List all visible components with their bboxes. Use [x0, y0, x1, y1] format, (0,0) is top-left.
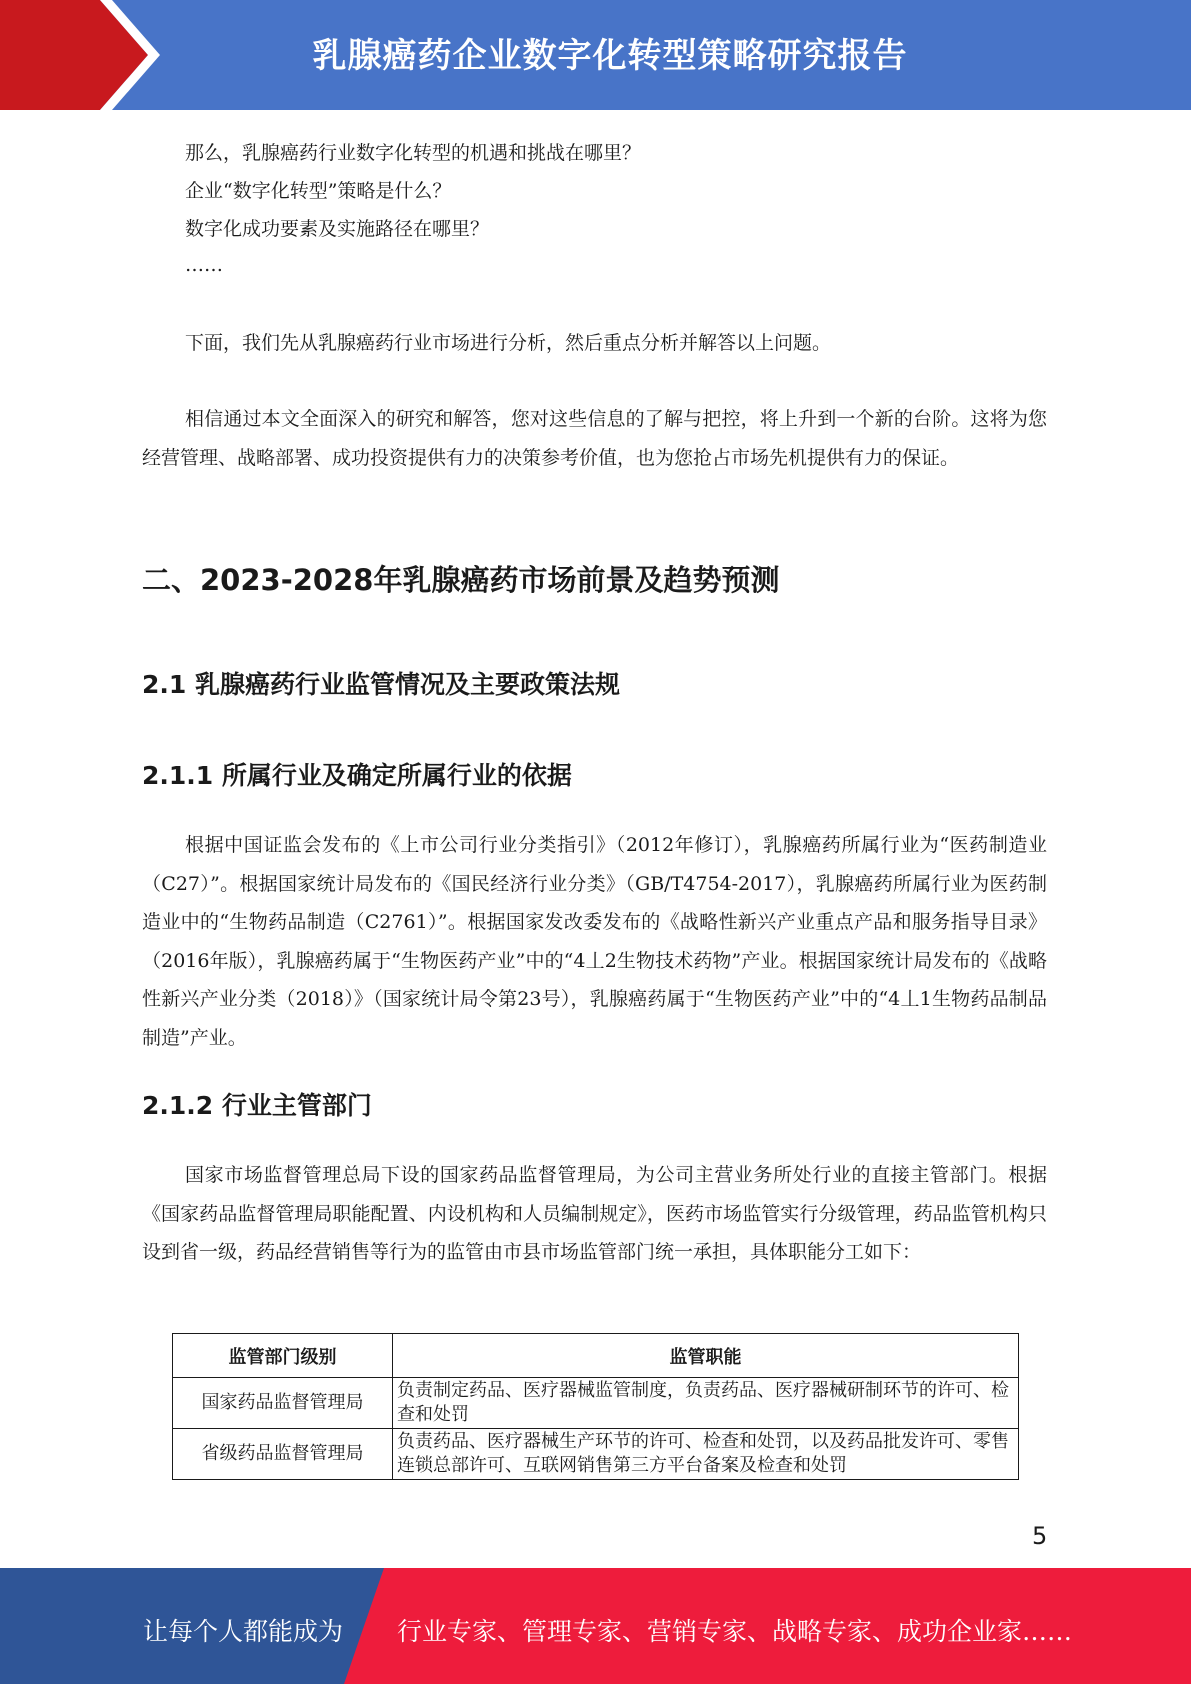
footer-slogan-right: 行业专家、管理专家、营销专家、战略专家、成功企业家…… [397, 1617, 1073, 1646]
table-page-break [0, 1481, 1191, 1541]
paragraph-regulator: 国家市场监督管理总局下设的国家药品监督管理局，为公司主营业务所处行业的直接主管部门。根据《国家药品监督管理局职能配置、内设机构和人员编制规定》，医药市场监管实行分级管理，药品监管机构只设到省一级，药品经营销售等行为的监管由市县市场监管部门统一承担，具体职能分工如下： [142, 1164, 1047, 1263]
intro-line-3: 数字化成功要素及实施路径在哪里？ [185, 218, 490, 240]
intro-ellipsis: …… [185, 254, 223, 276]
table-cell-function: 负责药品、医疗器械生产环节的许可、检查和处罚，以及药品批发许可、零售连锁总部许可、互联网销售第三方平台备案及检查和处罚 [393, 1429, 1019, 1480]
paragraph-analysis-intro: 下面，我们先从乳腺癌药行业市场进行分析，然后重点分析并解答以上问题。 [185, 332, 832, 354]
table-cell-level: 国家药品监督管理局 [173, 1378, 393, 1429]
table-row [173, 1429, 1019, 1480]
page-number: 5 [1032, 1522, 1048, 1550]
paragraph-industry-classification: 根据中国证监会发布的《上市公司行业分类指引》（2012年修订），乳腺癌药所属行业为“医药制造业（C27）”。根据国家统计局发布的《国民经济行业分类》（GB/T4754-2017），乳腺癌药所属行业为医药制造业中的“生物药品制造（C2761）”。根据国家发改委发布的《战略性新兴产业重点产品和服务指导目录》（2016年版），乳腺癌药属于“生物医药产业”中的“4丄2生物技术药物”产业。根据国家统计局发布的《战略性新兴产业分类（2018）》（国家统计局令第23号），乳腺癌药属于“生物医药产业”中的“4丄1生物药品制品制造”产业。 [142, 834, 1047, 1049]
paragraph-value-statement: 相信通过本文全面深入的研究和解答，您对这些信息的了解与把控，将上升到一个新的台阶。这将为您经营管理、战略部署、成功投资提供有力的决策参考价值，也为您抢占市场先机提供有力的保证。 [142, 408, 1047, 469]
report-title: 乳腺癌药企业数字化转型策略研究报告 [312, 36, 908, 76]
section-heading-2-1-2: 2.1.2 行业主管部门 [142, 1091, 372, 1120]
report-footer [0, 1568, 1191, 1684]
footer-slogan-left: 让每个人都能成为 [143, 1617, 344, 1646]
table-header-level: 监管部门级别 [173, 1334, 393, 1378]
regulation-table [172, 1333, 1019, 1480]
report-header [0, 0, 1191, 110]
intro-line-1: 那么，乳腺癌药行业数字化转型的机遇和挑战在哪里？ [185, 142, 642, 164]
header-arrow-decoration [0, 0, 160, 110]
section-heading-2: 二、2023-2028年乳腺癌药市场前景及趋势预测 [142, 563, 780, 597]
table-row [173, 1378, 1019, 1429]
table-cell-function: 负责制定药品、医疗器械监管制度，负责药品、医疗器械研制环节的许可、检查和处罚 [393, 1378, 1019, 1429]
table-header-function: 监管职能 [393, 1334, 1019, 1378]
table-cell-level: 省级药品监督管理局 [173, 1429, 393, 1480]
table-header-row [173, 1334, 1019, 1378]
intro-line-2: 企业“数字化转型”策略是什么？ [185, 180, 452, 202]
section-heading-2-1-1: 2.1.1 所属行业及确定所属行业的依据 [142, 761, 572, 790]
section-heading-2-1: 2.1 乳腺癌药行业监管情况及主要政策法规 [142, 670, 620, 699]
